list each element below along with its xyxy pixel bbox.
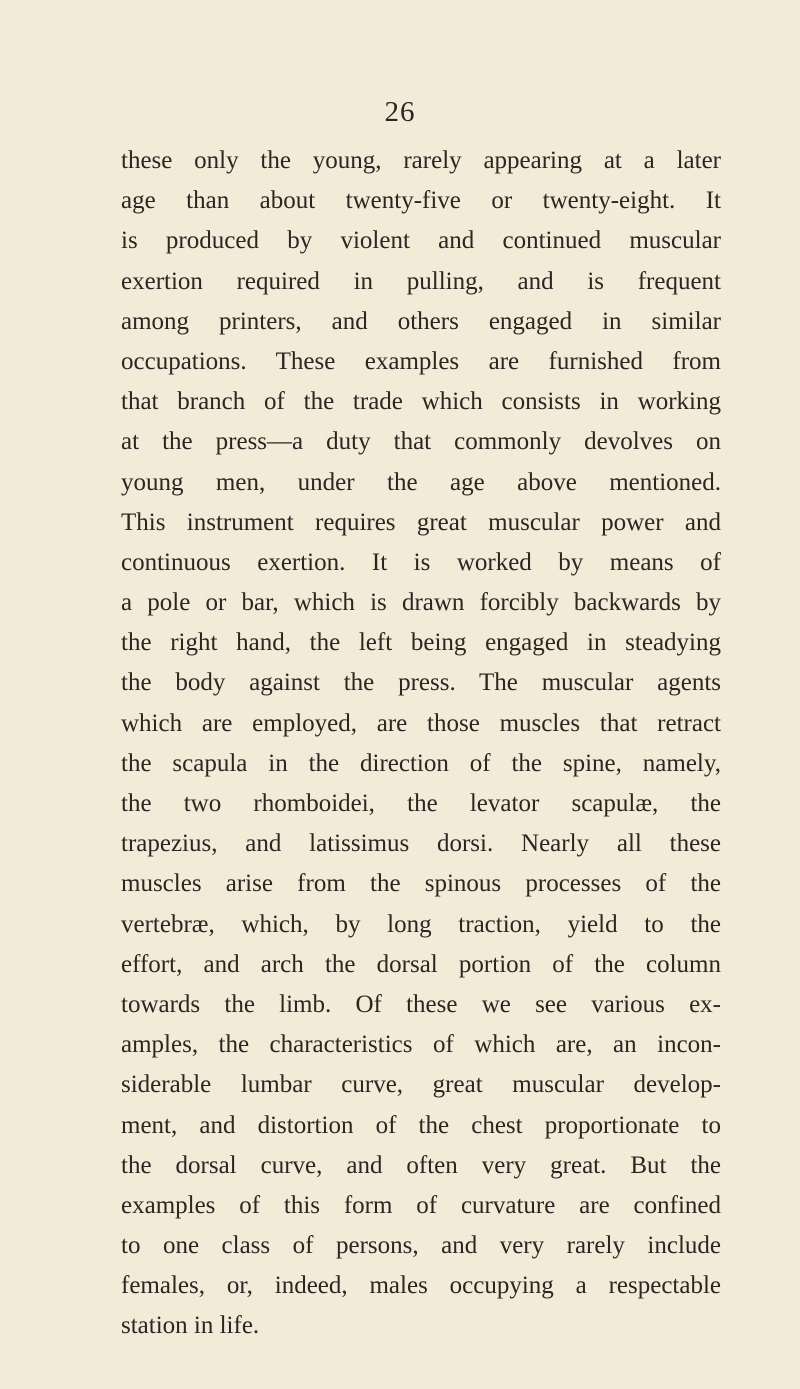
- text-line: age than about twenty-five or twenty-eight. It: [121, 187, 721, 215]
- text-line: which are employed, are those muscles that retract: [121, 709, 721, 737]
- text-line: young men, under the age above mentioned.: [121, 468, 721, 496]
- body-text: [121, 141, 721, 1347]
- text-line: muscles arise from the spinous processes of the: [121, 870, 721, 898]
- text-line: is produced by violent and continued muscular: [121, 227, 721, 255]
- text-line: at the press—a duty that commonly devolves on: [121, 428, 721, 456]
- text-line: towards the limb. Of these we see various ex-: [121, 990, 721, 1018]
- text-line: continuous exertion. It is worked by means of: [121, 548, 721, 576]
- text-line: siderable lumbar curve, great muscular develop-: [121, 1071, 721, 1099]
- text-line: station in life.: [121, 1312, 260, 1340]
- text-line: the right hand, the left being engaged in steadying: [121, 629, 721, 657]
- text-line: a pole or bar, which is drawn forcibly backwards by: [121, 589, 721, 617]
- page-number: 26: [384, 96, 416, 128]
- text-line: the scapula in the direction of the spine, namely,: [121, 749, 721, 777]
- text-line: This instrument requires great muscular power and: [121, 508, 721, 536]
- text-line: the dorsal curve, and often very great. But the: [121, 1151, 721, 1179]
- text-line: that branch of the trade which consists in working: [121, 388, 721, 416]
- text-line: females, or, indeed, males occupying a respectable: [121, 1272, 721, 1300]
- text-line: effort, and arch the dorsal portion of the column: [121, 950, 721, 978]
- text-line: exertion required in pulling, and is frequent: [121, 267, 721, 295]
- text-line: vertebræ, which, by long traction, yield to the: [121, 910, 721, 938]
- text-line: the body against the press. The muscular agents: [121, 669, 721, 697]
- text-line: ment, and distortion of the chest proportionate to: [121, 1111, 721, 1139]
- text-line: to one class of persons, and very rarely include: [121, 1232, 721, 1260]
- text-line: the two rhomboidei, the levator scapulæ, the: [121, 790, 721, 817]
- text-line: examples of this form of curvature are confined: [121, 1191, 721, 1219]
- text-line: trapezius, and latissimus dorsi. Nearly all these: [121, 830, 721, 858]
- text-line: these only the young, rarely appearing at a later: [121, 147, 721, 174]
- text-line: among printers, and others engaged in similar: [121, 307, 721, 335]
- text-line: amples, the characteristics of which are, an incon-: [121, 1031, 721, 1059]
- text-line: occupations. These examples are furnished from: [121, 347, 721, 375]
